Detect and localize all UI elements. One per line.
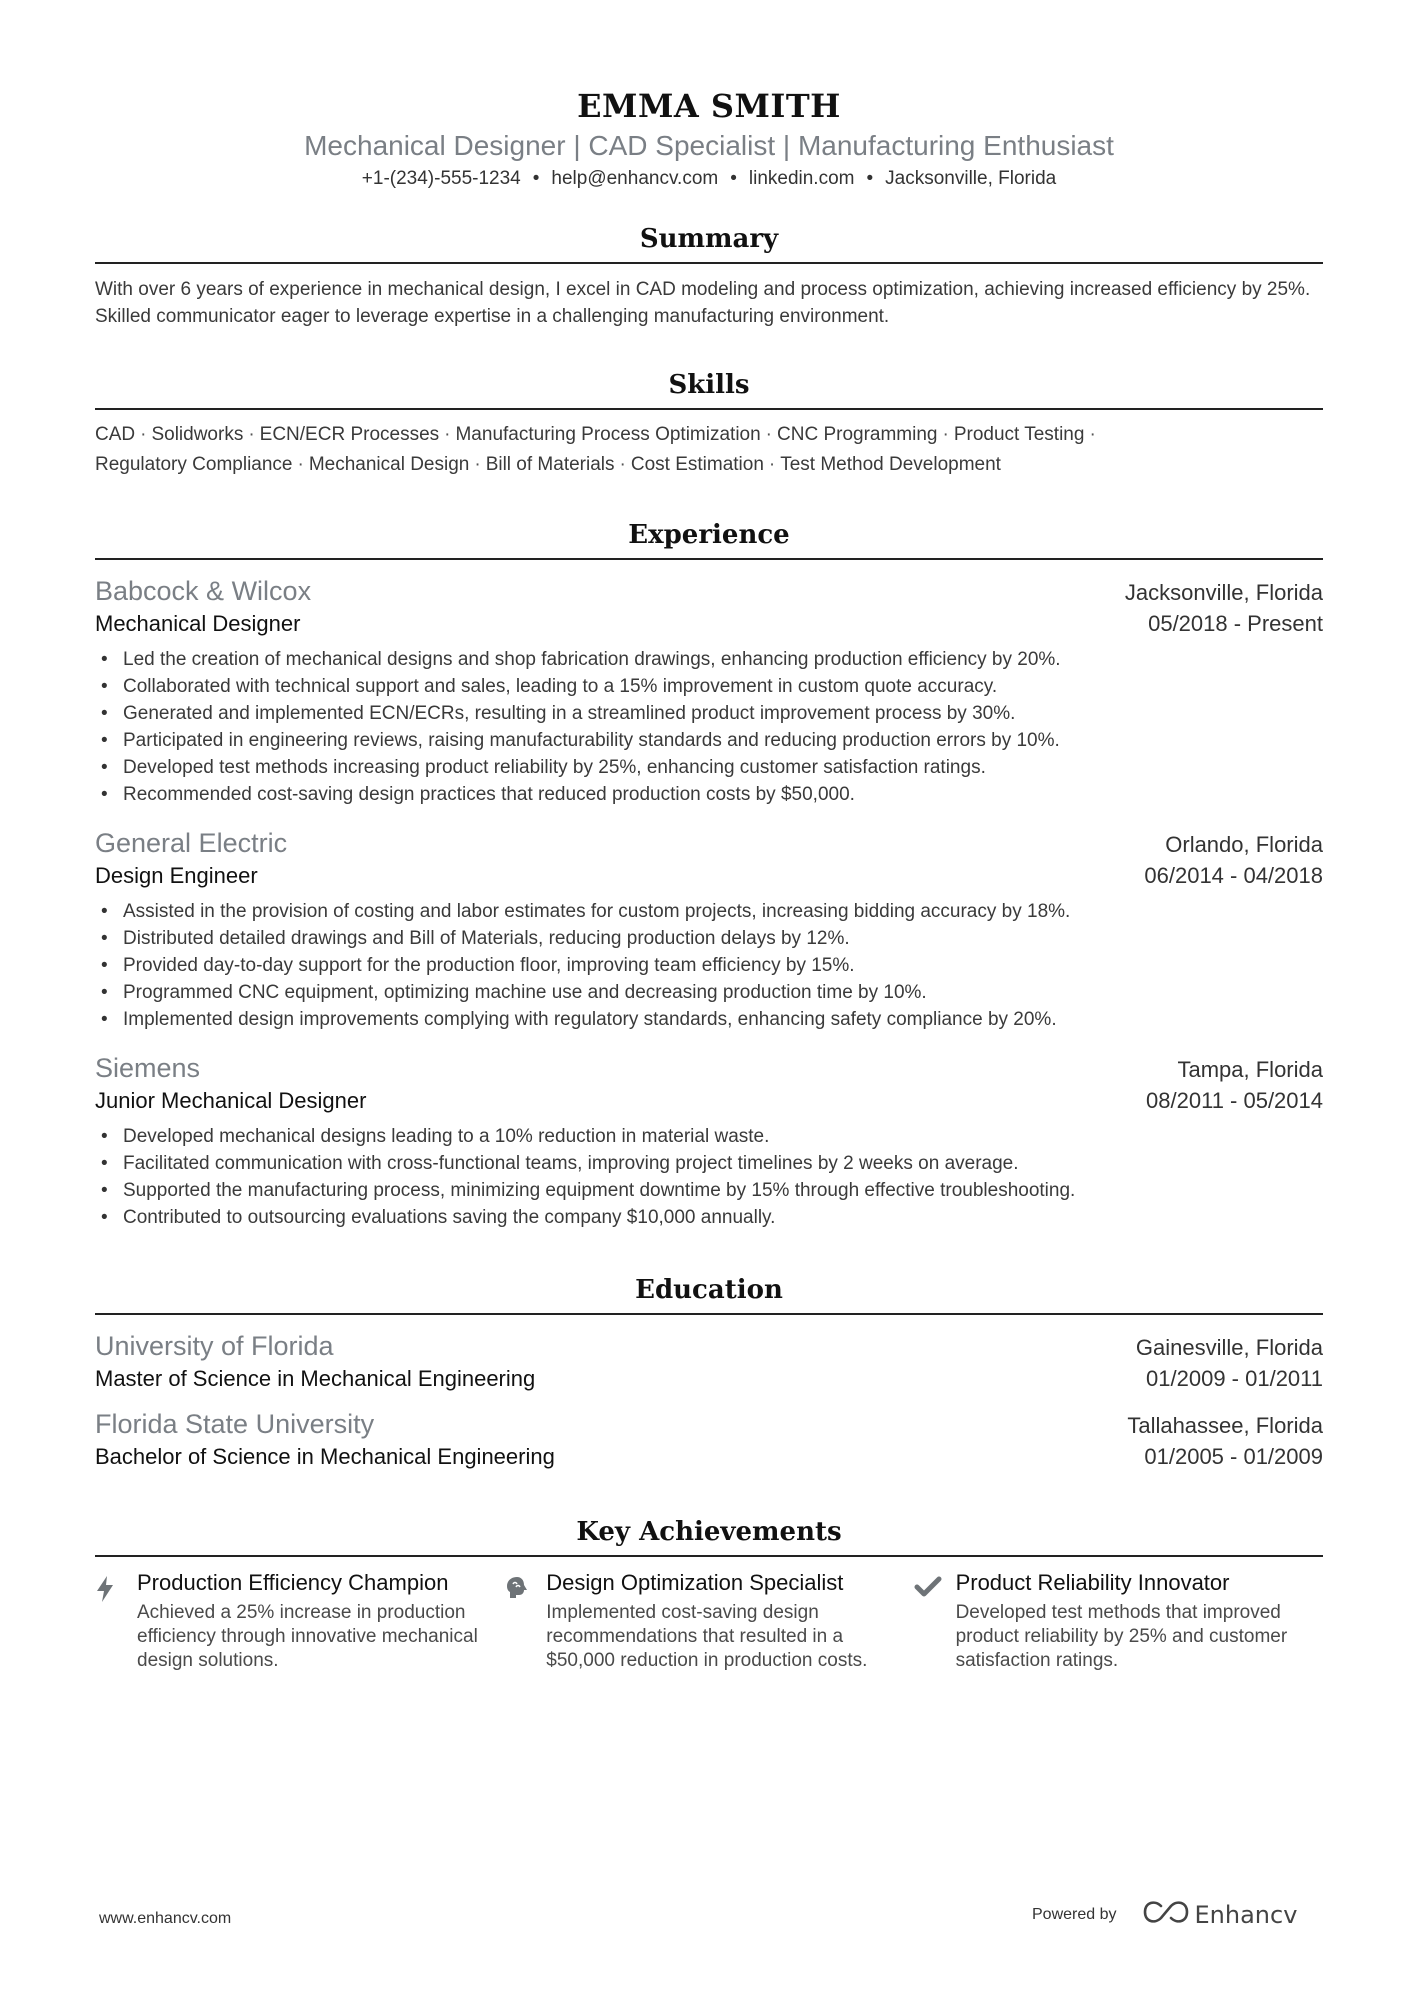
skill-item: Regulatory Compliance (95, 454, 293, 475)
achievement-description: Achieved a 25% increase in production efficiency through innovative mechanical design solutions. (137, 1602, 478, 1671)
skill-item: Mechanical Design (308, 454, 470, 475)
school-location: Gainesville, Florida (1135, 1335, 1323, 1360)
achievement-body (956, 1569, 1303, 1673)
education-degree-row (95, 1363, 1323, 1395)
job-role-row (95, 608, 1323, 640)
job-bullet: • Participated in engineering reviews, raising manufacturability standards and reducing production errors by 10%. (95, 727, 1323, 754)
resume-header (95, 0, 1323, 192)
skill-separator: · (474, 454, 481, 475)
job-role-row (95, 860, 1323, 892)
job-header-row (95, 574, 1323, 608)
skill-item: Bill of Materials (485, 454, 615, 475)
job-title: Junior Mechanical Designer (95, 1088, 367, 1113)
achievements-section (95, 1515, 1323, 1673)
company-name: General Electric (95, 828, 288, 858)
skill-item: CNC Programming (777, 424, 938, 445)
degree: Bachelor of Science in Mechanical Engineering (95, 1444, 555, 1469)
job-dates: 06/2014 - 04/2018 (1144, 863, 1323, 888)
job-header-row (95, 1051, 1323, 1085)
job-bullet: • Contributed to outsourcing evaluations saving the company $10,000 annually. (95, 1204, 1323, 1231)
education-list (95, 1329, 1323, 1473)
lightning-icon (95, 1569, 137, 1673)
phone: +1-(234)-555-1234 (361, 168, 521, 189)
job-bullets (95, 646, 1323, 808)
achievement-body (137, 1569, 484, 1673)
school-name: Florida State University (95, 1409, 375, 1439)
experience-list (95, 574, 1323, 1231)
education-dates: 01/2005 - 01/2009 (1144, 1444, 1323, 1469)
skill-separator: · (140, 424, 147, 445)
skill-item: Manufacturing Process Optimization (455, 424, 761, 445)
achievement-title: Design Optimization Specialist (546, 1570, 844, 1595)
job-location: Orlando, Florida (1165, 832, 1323, 857)
degree: Master of Science in Mechanical Engineering (95, 1366, 536, 1391)
skills-section (95, 368, 1323, 480)
education-degree-row (95, 1441, 1323, 1473)
achievement-item (504, 1569, 913, 1673)
job-entry (95, 1051, 1323, 1231)
achievements-list (95, 1569, 1323, 1673)
job-location: Tampa, Florida (1177, 1057, 1323, 1082)
skill-separator: · (942, 424, 949, 445)
skill-separator: · (768, 454, 776, 475)
job-dates: 08/2011 - 05/2014 (1146, 1088, 1323, 1113)
job-title: Design Engineer (95, 863, 258, 888)
skill-item: Test Method Development (780, 454, 1001, 475)
section-title: Experience (95, 518, 1323, 560)
bullet-separator: • (730, 168, 737, 189)
job-bullet: • Recommended cost-saving design practices that reduced production costs by $50,000. (95, 781, 1323, 808)
company-name: Babcock & Wilcox (95, 576, 312, 606)
skills-list (95, 420, 1323, 480)
job-role-row (95, 1085, 1323, 1117)
job-bullet: • Programmed CNC equipment, optimizing machine use and decreasing production time by 10%. (95, 979, 1323, 1006)
education-dates: 01/2009 - 01/2011 (1146, 1366, 1323, 1391)
job-bullet: • Supported the manufacturing process, minimizing equipment downtime by 15% through effective troubleshooting. (95, 1177, 1323, 1204)
skill-separator: · (297, 454, 304, 475)
skill-item: ECN/ECR Processes (259, 424, 440, 445)
section-title: Skills (95, 368, 1323, 410)
skill-separator: · (248, 424, 255, 445)
job-bullet: • Developed test methods increasing product reliability by 25%, enhancing customer satisfaction ratings. (95, 754, 1323, 781)
company-name: Siemens (95, 1053, 201, 1083)
job-bullets (95, 1123, 1323, 1231)
job-bullet: • Facilitated communication with cross-functional teams, improving project timelines by 2 weeks on average. (95, 1150, 1323, 1177)
candidate-name: EMMA SMITH (577, 87, 841, 125)
brain-icon (504, 1569, 546, 1673)
powered-by-label: Powered by (1032, 1905, 1117, 1923)
job-location: Jacksonville, Florida (1124, 580, 1323, 605)
achievement-title: Product Reliability Innovator (955, 1570, 1230, 1595)
skill-item: Cost Estimation (630, 454, 764, 475)
skill-item: CAD (95, 424, 136, 445)
skill-separator: · (619, 454, 626, 475)
footer-website[interactable]: www.enhancv.com (99, 1910, 232, 1927)
job-bullets (95, 898, 1323, 1033)
job-header-row (95, 826, 1323, 860)
section-title: Summary (95, 222, 1323, 264)
job-bullet: • Provided day-to-day support for the production floor, improving team efficiency by 15%. (95, 952, 1323, 979)
job-bullet: • Generated and implemented ECN/ECRs, resulting in a streamlined product improvement process by 30%. (95, 700, 1323, 727)
skill-separator: · (444, 424, 451, 445)
footer-branding (1032, 1900, 1297, 1929)
achievement-description: Implemented cost-saving design recommendations that resulted in a $50,000 reduction in production costs. (546, 1602, 868, 1671)
section-title: Education (95, 1273, 1323, 1315)
email-link[interactable]: help@enhancv.com (551, 168, 719, 189)
contact-line (95, 166, 1323, 192)
resume-page (95, 0, 1323, 1673)
education-entry (95, 1329, 1323, 1395)
candidate-title: Mechanical Designer | CAD Specialist | Manufacturing Enthusiast (304, 130, 1114, 161)
experience-section (95, 518, 1323, 1231)
job-bullet: • Distributed detailed drawings and Bill of Materials, reducing production delays by 12%. (95, 925, 1323, 952)
education-header-row (95, 1329, 1323, 1363)
summary-section (95, 222, 1323, 330)
school-location: Tallahassee, Florida (1127, 1413, 1323, 1438)
job-title: Mechanical Designer (95, 611, 301, 636)
location: Jacksonville, Florida (885, 168, 1057, 189)
enhancv-logo-icon (1143, 1900, 1189, 1929)
achievement-body (546, 1569, 893, 1673)
achievement-item (914, 1569, 1323, 1673)
job-bullet: • Developed mechanical designs leading to a 10% reduction in material waste. (95, 1123, 1323, 1150)
education-entry (95, 1407, 1323, 1473)
job-entry (95, 826, 1323, 1033)
skill-item: Product Testing (953, 424, 1085, 445)
job-bullet: • Assisted in the provision of costing and labor estimates for custom projects, increasing bidding accuracy by 18%. (95, 898, 1323, 925)
education-section (95, 1273, 1323, 1473)
skill-separator: · (765, 424, 772, 445)
linkedin-link[interactable]: linkedin.com (748, 168, 855, 189)
checkmark-icon (914, 1569, 956, 1673)
job-bullet: • Collaborated with technical support and sales, leading to a 15% improvement in custom quote accuracy. (95, 673, 1323, 700)
section-title: Key Achievements (95, 1515, 1323, 1557)
achievement-item (95, 1569, 504, 1673)
job-bullet: • Implemented design improvements complying with regulatory standards, enhancing safety compliance by 20%. (95, 1006, 1323, 1033)
job-dates: 05/2018 - Present (1148, 611, 1323, 636)
education-header-row (95, 1407, 1323, 1441)
skill-item: Solidworks (151, 424, 244, 445)
bullet-separator: • (866, 168, 874, 189)
brand-name: Enhancv (1194, 1900, 1298, 1929)
job-bullet: • Led the creation of mechanical designs and shop fabrication drawings, enhancing production efficiency by 20%. (95, 646, 1323, 673)
summary-text: With over 6 years of experience in mechanical design, I excel in CAD modeling and process optimization, achieving increased efficiency by 25%. Skilled communicator eager to leverage expertise in a challenging manufacturing environment. (95, 279, 1311, 327)
achievement-title: Production Efficiency Champion (137, 1570, 449, 1595)
bullet-separator: • (532, 168, 540, 189)
job-entry (95, 574, 1323, 808)
achievement-description: Developed test methods that improved product reliability by 25% and customer satisfaction ratings. (955, 1602, 1288, 1671)
skill-separator: · (1089, 424, 1096, 445)
school-name: University of Florida (95, 1331, 334, 1361)
